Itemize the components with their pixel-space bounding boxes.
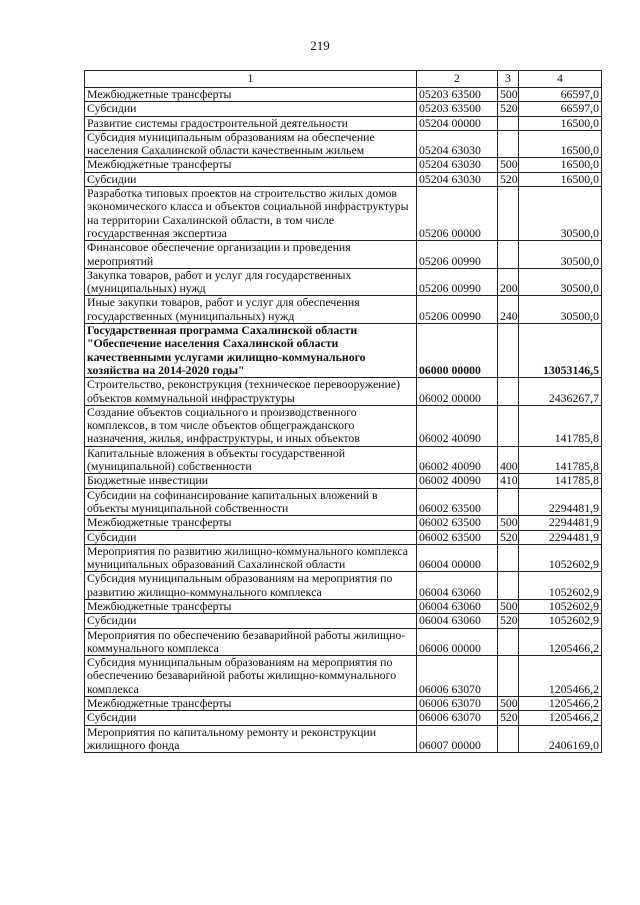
cell-code: 05206 00000 [417,187,498,241]
cell-sum: 1205466,2 [519,697,602,711]
cell-code: 05206 00990 [417,241,498,269]
table-row [85,530,602,544]
cell-expense-type [498,187,519,241]
cell-expense-type: 200 [498,268,519,296]
cell-code: 06004 63060 [417,572,498,600]
cell-sum: 2406169,0 [519,725,602,753]
cell-sum: 1052602,9 [519,544,602,572]
table-row [85,405,602,446]
cell-name: Межбюджетные трансферты [85,88,417,102]
cell-name: Бюджетные инвестиции [85,474,417,488]
cell-code: 06006 63070 [417,711,498,725]
cell-sum: 1205466,2 [519,628,602,656]
cell-code: 06004 63060 [417,599,498,613]
table-row [85,446,602,474]
table-row [85,187,602,241]
cell-code: 06002 40090 [417,474,498,488]
cell-name: Государственная программа Сахалинской области "Обеспечение населения Сахалинской области качественными услугами жилищно-коммунального хозяйства на 2014-2020 годы" [85,324,417,378]
header-col-1: 1 [85,71,417,88]
cell-name: Капитальные вложения в объекты государственной (муниципальной) собственности [85,446,417,474]
cell-name: Строительство, реконструкция (техническое перевооружение) объектов коммунальной инфраструктуры [85,378,417,406]
cell-code: 06002 40090 [417,446,498,474]
table-row [85,241,602,269]
table-row [85,697,602,711]
cell-name: Мероприятия по обеспечению безаварийной работы жилищно-коммунального комплекса [85,628,417,656]
table-row [85,130,602,158]
table-row [85,711,602,725]
cell-code: 05204 63030 [417,158,498,172]
cell-sum: 16500,0 [519,172,602,186]
table-row [85,725,602,753]
cell-expense-type [498,725,519,753]
cell-code: 06004 63060 [417,614,498,628]
table-row [85,378,602,406]
cell-expense-type: 500 [498,516,519,530]
table-row [85,116,602,130]
cell-code: 06002 63500 [417,488,498,516]
cell-sum: 30500,0 [519,296,602,324]
cell-code: 05204 63030 [417,172,498,186]
cell-name: Мероприятия по развитию жилищно-коммунального комплекса муниципальных образований Сахалинской области [85,544,417,572]
cell-expense-type [498,116,519,130]
cell-name: Создание объектов социального и производственного комплексов, в том числе объектов общегражданского назначения, жилья, инфраструктуры, и иных объектов [85,405,417,446]
table-row [85,488,602,516]
cell-code: 06004 00000 [417,544,498,572]
cell-expense-type: 520 [498,172,519,186]
cell-expense-type: 410 [498,474,519,488]
cell-code: 06006 63070 [417,656,498,697]
cell-sum: 13053146,5 [519,324,602,378]
cell-code: 06002 00000 [417,378,498,406]
table-header-row [85,71,602,88]
cell-code: 05206 00990 [417,296,498,324]
table-row [85,516,602,530]
cell-sum: 16500,0 [519,130,602,158]
cell-code: 05204 63030 [417,130,498,158]
table-row [85,544,602,572]
cell-expense-type [498,544,519,572]
table-row [85,172,602,186]
cell-sum: 16500,0 [519,158,602,172]
cell-expense-type [498,405,519,446]
cell-expense-type [498,130,519,158]
cell-name: Межбюджетные трансферты [85,516,417,530]
cell-name: Субсидии [85,530,417,544]
header-col-3: 3 [498,71,519,88]
cell-code: 06006 63070 [417,697,498,711]
cell-name: Межбюджетные трансферты [85,158,417,172]
cell-code: 05204 00000 [417,116,498,130]
cell-code: 06007 00000 [417,725,498,753]
cell-sum: 30500,0 [519,268,602,296]
table-row [85,88,602,102]
cell-sum: 141785,8 [519,405,602,446]
header-col-2: 2 [417,71,498,88]
cell-expense-type: 520 [498,614,519,628]
table-row [85,474,602,488]
cell-sum: 66597,0 [519,102,602,116]
cell-sum: 30500,0 [519,187,602,241]
cell-expense-type [498,324,519,378]
cell-expense-type: 500 [498,697,519,711]
table-row [85,614,602,628]
cell-expense-type [498,378,519,406]
cell-sum: 16500,0 [519,116,602,130]
cell-name: Субсидия муниципальным образованиям на обеспечение населения Сахалинской области качественным жильем [85,130,417,158]
cell-expense-type: 240 [498,296,519,324]
cell-expense-type: 520 [498,711,519,725]
cell-name: Развитие системы градостроительной деятельности [85,116,417,130]
cell-name: Субсидии [85,711,417,725]
table-row [85,296,602,324]
cell-expense-type [498,628,519,656]
cell-expense-type: 500 [498,599,519,613]
cell-name: Закупка товаров, работ и услуг для государственных (муниципальных) нужд [85,268,417,296]
table-row [85,599,602,613]
cell-name: Субсидии [85,614,417,628]
cell-expense-type [498,656,519,697]
cell-name: Субсидии [85,172,417,186]
cell-sum: 2294481,9 [519,530,602,544]
cell-code: 06002 63500 [417,516,498,530]
cell-sum: 141785,8 [519,474,602,488]
cell-expense-type [498,241,519,269]
cell-name: Субсидии на софинансирование капитальных вложений в объекты муниципальной собственности [85,488,417,516]
cell-expense-type: 520 [498,102,519,116]
cell-sum: 30500,0 [519,241,602,269]
budget-table [84,70,602,753]
cell-code: 06002 63500 [417,530,498,544]
table-row [85,324,602,378]
cell-code: 06000 00000 [417,324,498,378]
table-row [85,572,602,600]
cell-name: Субсидия муниципальным образованиям на мероприятия по развитию жилищно-коммунального комплекса [85,572,417,600]
cell-expense-type: 400 [498,446,519,474]
cell-name: Межбюджетные трансферты [85,697,417,711]
cell-sum: 66597,0 [519,88,602,102]
cell-sum: 141785,8 [519,446,602,474]
cell-name: Межбюджетные трансферты [85,599,417,613]
page-number: 219 [310,38,330,53]
cell-name: Финансовое обеспечение организации и проведения мероприятий [85,241,417,269]
table-row [85,628,602,656]
cell-sum: 2436267,7 [519,378,602,406]
cell-sum: 1205466,2 [519,711,602,725]
cell-sum: 1052602,9 [519,599,602,613]
cell-name: Мероприятия по капитальному ремонту и реконструкции жилищного фонда [85,725,417,753]
cell-name: Субсидии [85,102,417,116]
cell-expense-type [498,488,519,516]
table-row [85,656,602,697]
cell-code: 06006 00000 [417,628,498,656]
cell-code: 05206 00990 [417,268,498,296]
cell-expense-type: 500 [498,158,519,172]
cell-code: 05203 63500 [417,88,498,102]
cell-code: 06002 40090 [417,405,498,446]
cell-expense-type: 520 [498,530,519,544]
cell-code: 05203 63500 [417,102,498,116]
table-row [85,102,602,116]
cell-sum: 1205466,2 [519,656,602,697]
cell-sum: 2294481,9 [519,516,602,530]
table-row [85,268,602,296]
cell-expense-type: 500 [498,88,519,102]
cell-name: Разработка типовых проектов на строительство жилых домов экономического класса и объектов социальной инфраструктуры на территории Сахалинской области, в том числе государственная экспертиза [85,187,417,241]
cell-name: Субсидия муниципальным образованиям на мероприятия по обеспечению безаварийной работы жилищно-коммунального комплекса [85,656,417,697]
cell-name: Иные закупки товаров, работ и услуг для обеспечения государственных (муниципальных) нужд [85,296,417,324]
cell-sum: 2294481,9 [519,488,602,516]
cell-sum: 1052602,9 [519,614,602,628]
cell-expense-type [498,572,519,600]
cell-sum: 1052602,9 [519,572,602,600]
table-row [85,158,602,172]
header-col-4: 4 [519,71,602,88]
